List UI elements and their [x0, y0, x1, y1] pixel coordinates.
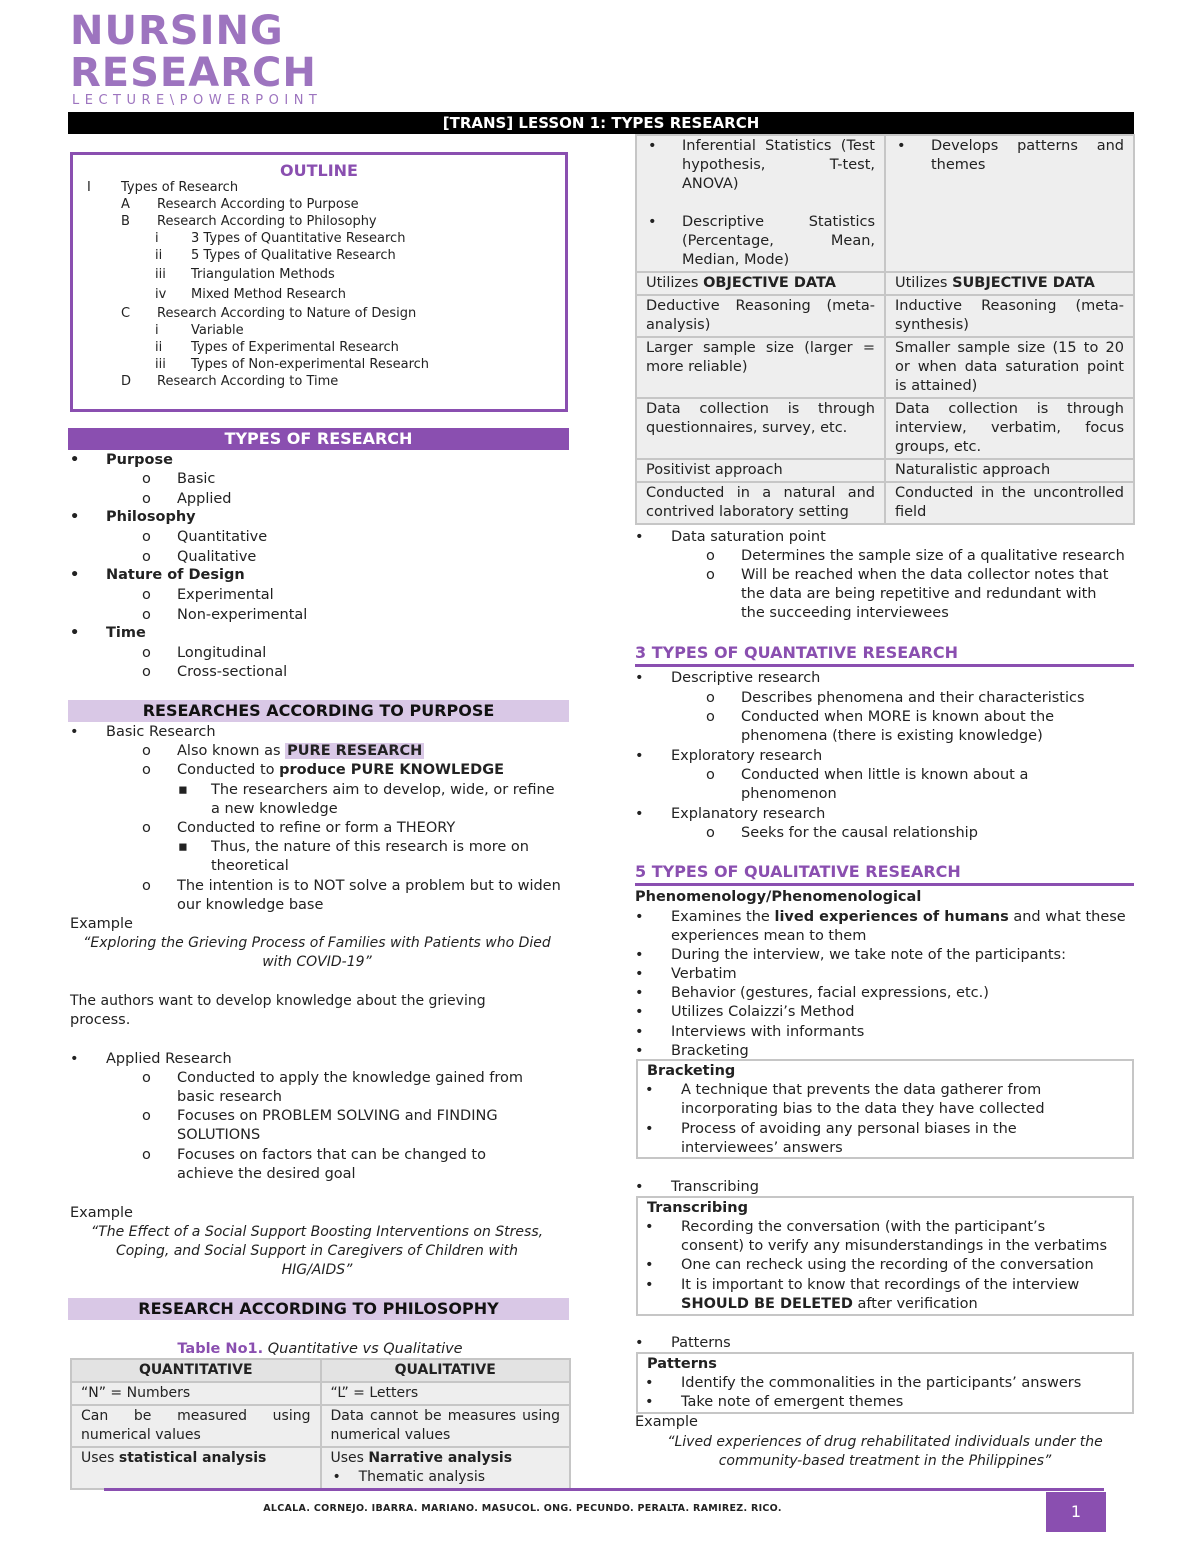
sub-bullet-icon: o	[706, 767, 715, 783]
list-item: consent) to verify any misunderstandings in the verbatims	[681, 1238, 1108, 1254]
page-number: 1	[1046, 1492, 1106, 1532]
outline-item: Research According to Purpose	[157, 197, 359, 212]
philosophy-heading: RESEARCH ACCORDING TO PHILOSOPHY	[68, 1298, 569, 1320]
list-item: incorporating bias to the data they have collected	[681, 1101, 1045, 1117]
list-item: Determines the sample size of a qualitative research	[741, 548, 1125, 564]
logo-nursing: NURSING	[70, 8, 284, 54]
table-cell: Can be measured using numerical values	[71, 1405, 321, 1447]
sub-bullet-icon: o	[142, 664, 151, 680]
table-cell: Utilizes OBJECTIVE DATA	[636, 272, 885, 295]
list-item: • Patterns	[671, 1334, 731, 1353]
table-caption: Table No1. Quantitative vs Qualitative	[177, 1341, 463, 1357]
outline-number: iv	[155, 287, 167, 302]
subsection-title: Phenomenology/Phenomenological	[635, 889, 922, 905]
example-label: Example	[635, 1414, 698, 1430]
list-item: interviewees’ answers	[681, 1140, 843, 1156]
example-label: Example	[70, 916, 133, 932]
box-title: Bracketing	[647, 1063, 736, 1079]
section-divider	[635, 664, 1134, 667]
sub-bullet-icon: o	[142, 491, 151, 507]
pure-research-highlight: PURE RESEARCH	[287, 743, 423, 759]
list-item: • Behavior (gestures, facial expressions, etc.)	[671, 984, 989, 1003]
table-cell: Deductive Reasoning (meta-analysis)	[636, 295, 885, 337]
table-cell: Utilizes SUBJECTIVE DATA	[885, 272, 1134, 295]
quant-vs-qual-table	[70, 1358, 571, 1490]
list-item: Describes phenomena and their characteristics	[741, 690, 1085, 706]
sub-bullet-icon: o	[142, 1070, 151, 1086]
list-item: Basic	[177, 471, 216, 487]
list-item: Conducted when little is known about a	[741, 767, 1029, 783]
list-item: Conducted to refine or form a THEORY	[177, 820, 456, 836]
outline-number: A	[121, 197, 130, 212]
box-title: Patterns	[647, 1356, 717, 1372]
outline-number: ii	[155, 340, 163, 355]
table-cell: Larger sample size (larger = more reliable)	[636, 337, 885, 398]
table-cell: Conducted in a natural and contrived laboratory setting	[636, 482, 885, 524]
table-cell: Conducted in the uncontrolled field	[885, 482, 1134, 524]
list-item: Focuses on PROBLEM SOLVING and FINDING	[177, 1108, 498, 1124]
list-item: • Recording the conversation (with the participant’s	[681, 1218, 1045, 1237]
sub-bullet-icon: o	[142, 529, 151, 545]
outline-item: 3 Types of Quantitative Research	[191, 231, 406, 246]
outline-item: Variable	[191, 323, 244, 338]
section-divider	[635, 883, 1134, 886]
sub-bullet-icon: o	[706, 548, 715, 564]
sub-bullet-icon: o	[142, 762, 151, 778]
outline-item: Mixed Method Research	[191, 287, 347, 302]
table-header: QUALITATIVE	[321, 1359, 571, 1382]
list-item: Will be reached when the data collector notes that	[741, 567, 1109, 583]
table-cell: Data collection is through questionnaires, survey, etc.	[636, 398, 885, 459]
list-item: Qualitative	[177, 549, 257, 565]
list-item: the succeeding interviewees	[741, 605, 949, 621]
outline-number: i	[155, 231, 159, 246]
list-item: Conducted when MORE is known about the	[741, 709, 1055, 725]
list-item: a new knowledge	[211, 801, 338, 817]
sub-bullet-icon: o	[142, 878, 151, 894]
footer-authors: ALCALA. CORNEJO. IBARRA. MARIANO. MASUCOL. ONG. PECUNDO. PERALTA. RAMIREZ. RICO.	[263, 1503, 782, 1514]
list-item: • Bracketing	[671, 1042, 749, 1061]
outline-number: ii	[155, 248, 163, 263]
square-bullet-icon: ▪	[178, 782, 188, 798]
list-item: • Identify the commonalities in the participants’ answers	[681, 1374, 1081, 1393]
example-quote: “Lived experiences of drug rehabilitated individuals under the	[667, 1434, 1103, 1450]
outline-number: i	[155, 323, 159, 338]
list-item: The researchers aim to develop, wide, or refine	[211, 782, 555, 798]
list-item: our knowledge base	[177, 897, 324, 913]
example-quote: with COVID-19”	[262, 954, 372, 970]
list-item: experiences mean to them	[671, 928, 867, 944]
paragraph: The authors want to develop knowledge about the grieving	[70, 993, 486, 1009]
list-item: • Descriptive research	[671, 669, 820, 688]
list-item: • Interviews with informants	[671, 1023, 864, 1042]
example-quote: “Exploring the Grieving Process of Families with Patients who Died	[83, 935, 551, 951]
table-cell: Data collection is through interview, verbatim, focus groups, etc.	[885, 398, 1134, 459]
outline-item: Research According to Nature of Design	[157, 306, 417, 321]
list-item: the data are being repetitive and redundant with	[741, 586, 1097, 602]
outline-item: 5 Types of Qualitative Research	[191, 248, 396, 263]
list-item: • Verbatim	[671, 965, 737, 984]
list-item: Longitudinal	[177, 645, 267, 661]
table-cell: Naturalistic approach	[885, 459, 1134, 482]
table-header: QUANTITATIVE	[71, 1359, 321, 1382]
sub-bullet-icon: o	[706, 690, 715, 706]
sub-bullet-icon: o	[142, 587, 151, 603]
outline-item: Triangulation Methods	[191, 267, 335, 282]
list-item: achieve the desired goal	[177, 1166, 356, 1182]
table-cell: “L” = Letters	[321, 1382, 571, 1405]
list-item: Also known as PURE RESEARCH	[177, 743, 423, 759]
list-item: Non-experimental	[177, 607, 308, 623]
outline-title: OUTLINE	[280, 161, 358, 180]
sub-bullet-icon: o	[142, 645, 151, 661]
list-item: • Explanatory research	[671, 805, 825, 824]
table-cell: Positivist approach	[636, 459, 885, 482]
list-item: basic research	[177, 1089, 282, 1105]
box-title: Transcribing	[647, 1200, 748, 1216]
list-item: Applied	[177, 491, 232, 507]
list-item: SHOULD BE DELETED after verification	[681, 1296, 978, 1312]
sub-bullet-icon: o	[142, 607, 151, 623]
list-item: phenomenon	[741, 786, 837, 802]
paragraph: process.	[70, 1012, 131, 1028]
sub-bullet-icon: o	[142, 1108, 151, 1124]
list-item: • Utilizes Colaizzi’s Method	[671, 1003, 854, 1022]
table-cell: • Develops patterns and themes	[885, 135, 1134, 272]
list-item: • Applied Research	[106, 1050, 232, 1069]
example-quote: HIG/AIDS”	[281, 1262, 353, 1278]
outline-item: Research According to Time	[157, 374, 339, 389]
list-item: Thus, the nature of this research is more on	[211, 839, 529, 855]
square-bullet-icon: ▪	[178, 839, 188, 855]
table-cell: Uses Narrative analysis • Thematic analysis	[321, 1447, 571, 1489]
list-item: • Data saturation point	[671, 528, 826, 547]
example-quote: “The Effect of a Social Support Boosting Interventions on Stress,	[90, 1224, 544, 1240]
outline-box	[70, 152, 568, 412]
list-item: Conducted to produce PURE KNOWLEDGE	[177, 762, 505, 778]
example-quote: community-based treatment in the Philippines”	[718, 1453, 1052, 1469]
list-item: Cross-sectional	[177, 664, 288, 680]
outline-item: Types of Non-experimental Research	[191, 357, 430, 372]
table-cell: Uses statistical analysis	[71, 1447, 321, 1489]
list-item: • One can recheck using the recording of the conversation	[681, 1256, 1094, 1275]
purpose-heading: RESEARCHES ACCORDING TO PURPOSE	[68, 700, 569, 722]
example-quote: Coping, and Social Support in Caregivers of Children with	[115, 1243, 519, 1259]
outline-number: iii	[155, 267, 166, 282]
logo-subtitle: LECTURE\POWERPOINT	[72, 93, 323, 108]
list-item: • It is important to know that recordings of the interview	[681, 1276, 1079, 1295]
types-heading: TYPES OF RESEARCH	[68, 428, 569, 450]
table-cell: • Inferential Statistics (Test hypothesis, T-test, ANOVA) • Descriptive Statistics (Percentage, Mean, Median, Mode)	[636, 135, 885, 272]
sub-bullet-icon: o	[142, 1147, 151, 1163]
list-item: • Process of avoiding any personal biases in the	[681, 1120, 1017, 1139]
table-cell: Inductive Reasoning (meta-synthesis)	[885, 295, 1134, 337]
list-item: • A technique that prevents the data gatherer from	[681, 1081, 1041, 1100]
list-item: • Purpose	[106, 451, 173, 470]
list-item: • Transcribing	[671, 1178, 759, 1197]
logo-research: RESEARCH	[70, 50, 317, 96]
list-item: • Take note of emergent themes	[681, 1393, 903, 1412]
outline-item: Research According to Philosophy	[157, 214, 377, 229]
list-item: theoretical	[211, 858, 289, 874]
list-item: • Examines the lived experiences of humans and what these	[671, 908, 1126, 927]
list-item: • Time	[106, 624, 146, 643]
quant-types-heading: 3 TYPES OF QUANTATIVE RESEARCH	[635, 643, 959, 662]
sub-bullet-icon: o	[706, 709, 715, 725]
example-label: Example	[70, 1205, 133, 1221]
list-item: SOLUTIONS	[177, 1127, 261, 1143]
sub-bullet-icon: o	[706, 825, 715, 841]
list-item: Seeks for the causal relationship	[741, 825, 978, 841]
footer-divider	[104, 1488, 1104, 1491]
list-item: Quantitative	[177, 529, 268, 545]
list-item: The intention is to NOT solve a problem but to widen	[177, 878, 561, 894]
sub-bullet-icon: o	[142, 549, 151, 565]
outline-item: Types of Research	[121, 180, 239, 195]
sub-bullet-icon: o	[142, 471, 151, 487]
qual-types-heading: 5 TYPES OF QUALITATIVE RESEARCH	[635, 862, 961, 881]
outline-number: C	[121, 306, 131, 321]
list-item: Experimental	[177, 587, 274, 603]
outline-number: B	[121, 214, 130, 229]
lesson-title-bar: [TRANS] LESSON 1: TYPES RESEARCH	[68, 112, 1134, 134]
outline-item: Types of Experimental Research	[191, 340, 399, 355]
list-item: • During the interview, we take note of the participants:	[671, 946, 1066, 965]
list-item: • Nature of Design	[106, 566, 245, 585]
outline-number: iii	[155, 357, 166, 372]
table-cell: Data cannot be measures using numerical values	[321, 1405, 571, 1447]
list-item: Conducted to apply the knowledge gained from	[177, 1070, 524, 1086]
sub-bullet-icon: o	[142, 820, 151, 836]
comparison-table	[635, 134, 1135, 525]
list-item: • Exploratory research	[671, 747, 822, 766]
outline-number: I	[87, 180, 91, 195]
sub-bullet-icon: o	[142, 743, 151, 759]
list-item: phenomena (there is existing knowledge)	[741, 728, 1043, 744]
sub-bullet-icon: o	[706, 567, 715, 583]
table-cell: “N” = Numbers	[71, 1382, 321, 1405]
table-cell: Smaller sample size (15 to 20 or when data saturation point is attained)	[885, 337, 1134, 398]
list-item: • Basic Research	[106, 723, 216, 742]
list-item: • Philosophy	[106, 508, 196, 527]
list-item: Focuses on factors that can be changed to	[177, 1147, 486, 1163]
outline-number: D	[121, 374, 132, 389]
